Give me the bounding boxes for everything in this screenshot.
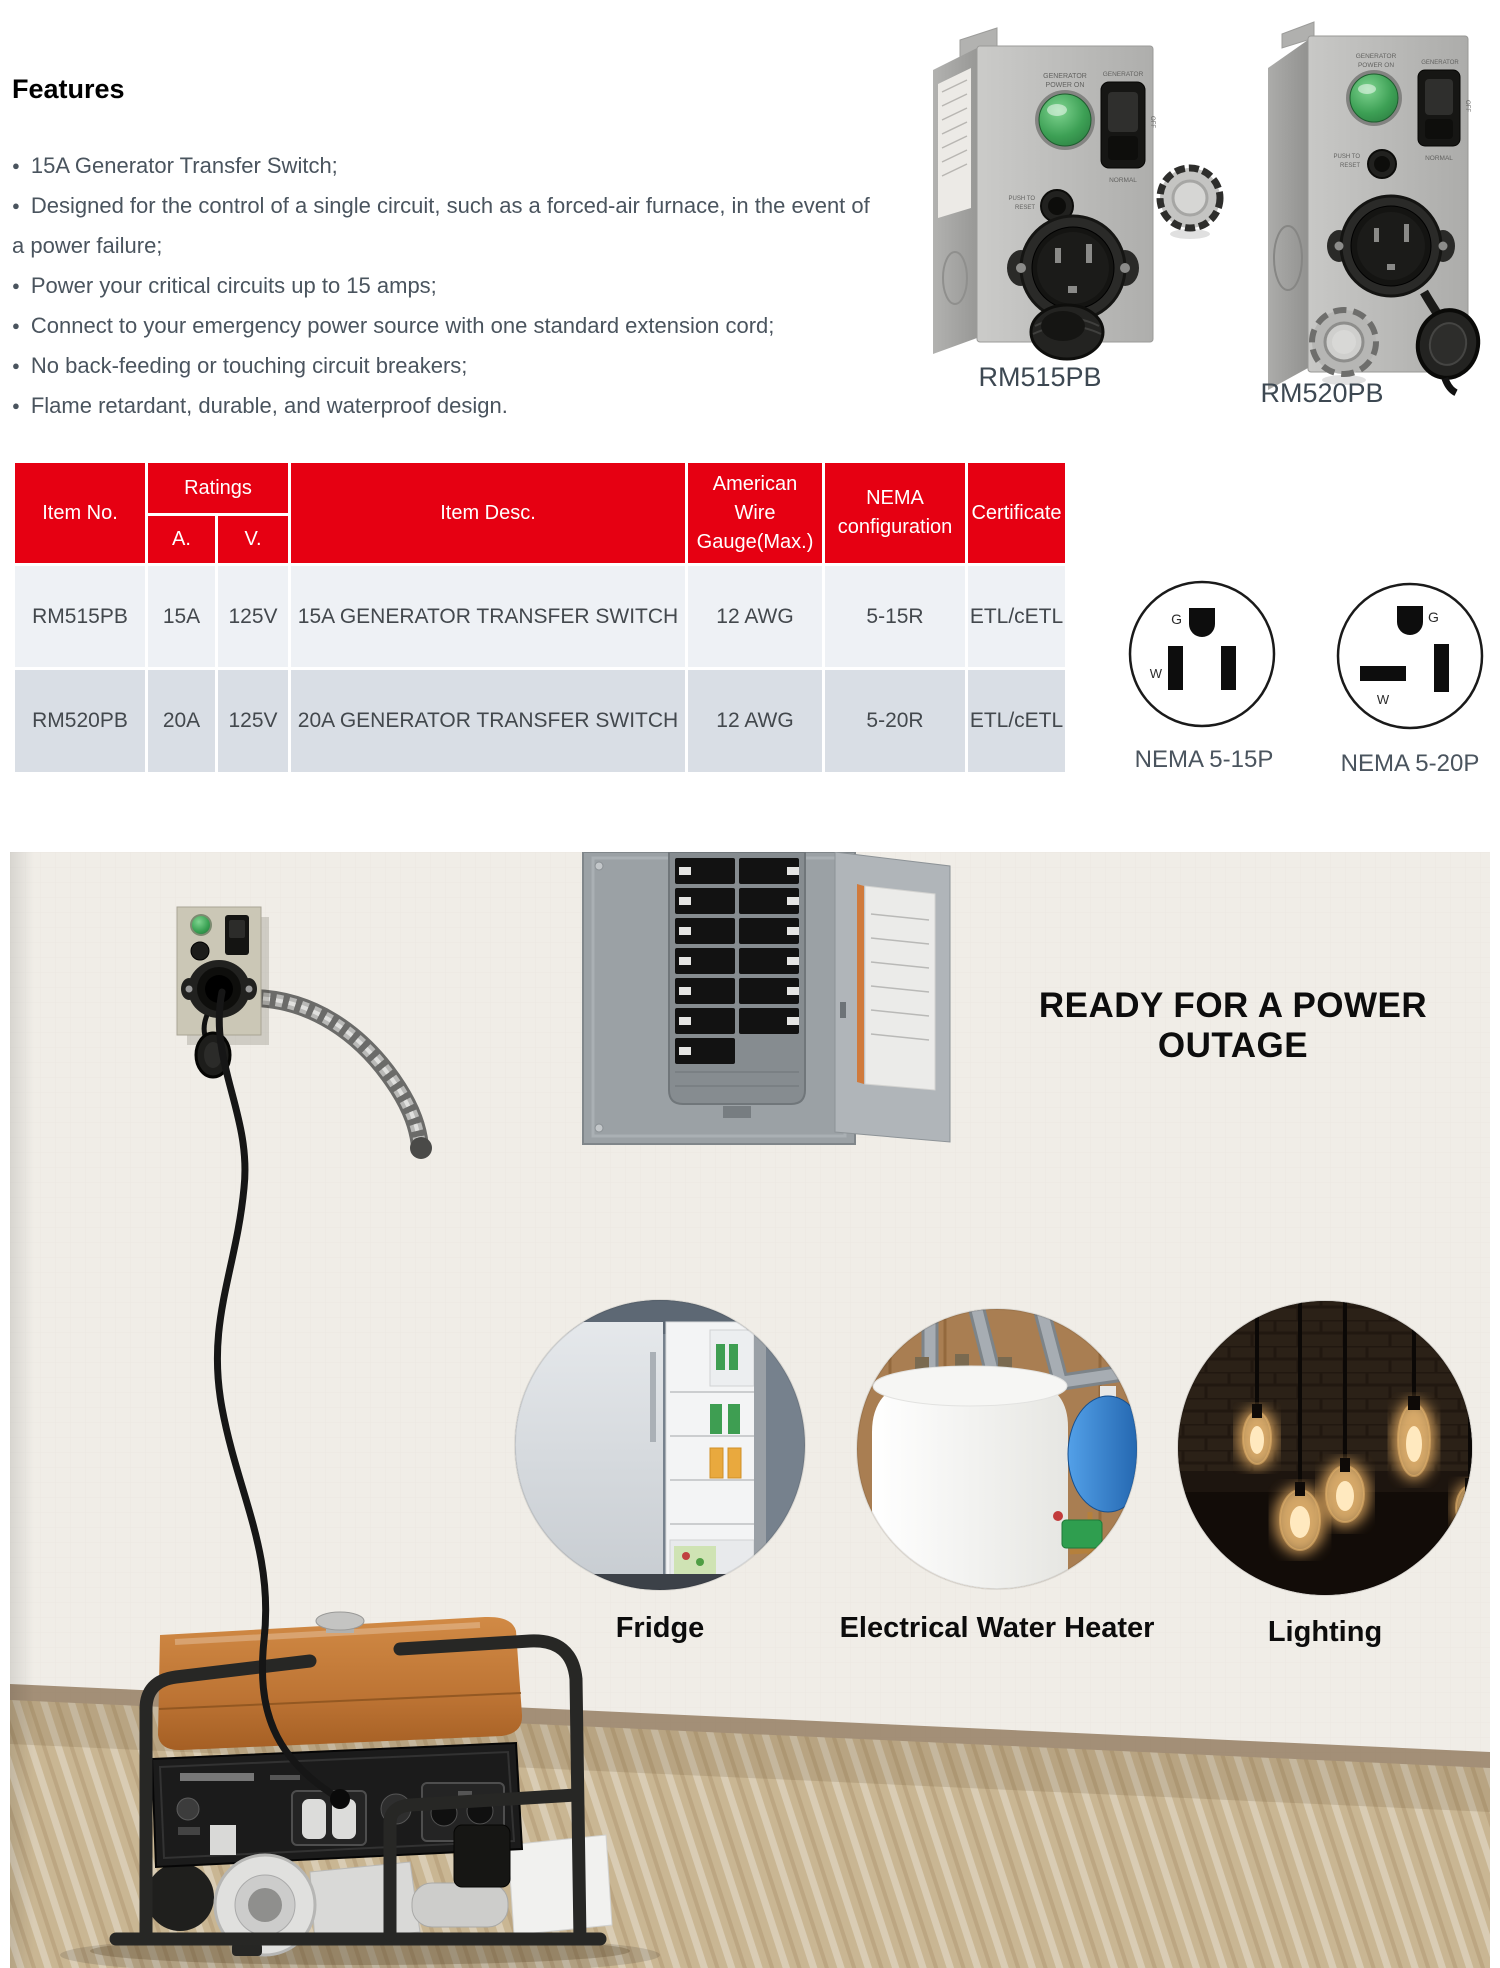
neutral-blade: [1168, 646, 1183, 690]
table-cell: 15A: [148, 566, 215, 667]
plate-text: OFF: [1464, 100, 1470, 112]
feature-item: ● Connect to your emergency power source with one standard extension cord;: [12, 306, 872, 346]
col-header-ratings: Ratings: [148, 463, 288, 513]
fuel-tank: [158, 1612, 522, 1750]
ground-pin: [1189, 608, 1215, 637]
plate-text: GENERATOR: [1043, 73, 1087, 80]
features-title: Features: [12, 74, 125, 104]
col-header-certificate: Certificate: [968, 463, 1065, 563]
plate-text: GENERATOR: [1421, 60, 1459, 66]
cord-plug: [330, 1789, 350, 1809]
panel-door: [835, 852, 950, 1142]
green-indicator-light: [1346, 70, 1402, 126]
neutral-blade-label: W: [1376, 692, 1390, 707]
table-cell: 15A GENERATOR TRANSFER SWITCH: [291, 566, 685, 667]
hot-blade: [1434, 644, 1449, 692]
sealing-cap: [1160, 168, 1220, 239]
green-indicator-light: [1035, 90, 1095, 150]
col-header-item-no: Item No.: [15, 463, 145, 563]
plate-text: GENERATOR: [1102, 71, 1144, 78]
spec-sticker: [938, 68, 971, 218]
table-cell: 125V: [218, 670, 288, 772]
table-cell: 12 AWG: [688, 670, 822, 772]
green-indicator-light: [192, 916, 210, 934]
table-cell: 20A GENERATOR TRANSFER SWITCH: [291, 670, 685, 772]
ground-pin: [1397, 606, 1423, 635]
plate-text: OFF: [1149, 116, 1155, 128]
col-header-volts: V.: [218, 516, 288, 563]
table-cell: 12 AWG: [688, 566, 822, 667]
table-cell: RM520PB: [15, 670, 145, 772]
feature-item: ● Flame retardant, durable, and waterproof design.: [12, 386, 872, 426]
plate-text: PUSH TO: [1008, 196, 1035, 202]
neutral-blade: [1360, 666, 1406, 681]
lighting-label: Lighting: [1267, 1616, 1383, 1648]
plate-text: POWER ON: [1357, 62, 1395, 69]
table-cell: 20A: [148, 670, 215, 772]
plate-text: PUSH TO: [1333, 154, 1360, 160]
pump: [1062, 1520, 1102, 1548]
feature-item: ● 15A Generator Transfer Switch;: [12, 146, 872, 186]
reset-button: [1368, 150, 1396, 178]
neutral-blade-label: W: [1149, 666, 1162, 681]
ground-pin-label: G: [1428, 609, 1439, 625]
col-header-item-desc: Item Desc.: [291, 463, 685, 563]
feature-item: ● No back-feeding or touching circuit breakers;: [12, 346, 872, 386]
plate-text: RESET: [1339, 163, 1360, 169]
product-label-rm520pb: RM520PB: [1260, 378, 1384, 408]
nema-5-20p-label: NEMA 5-20P: [1340, 750, 1480, 777]
fridge-label: Fridge: [615, 1612, 705, 1644]
scene-headline: READY FOR A POWER OUTAGE: [1038, 986, 1428, 1065]
table-cell: ETL/cETL: [968, 670, 1065, 772]
table-cell: ETL/cETL: [968, 566, 1065, 667]
locking-ring: [1312, 310, 1376, 385]
table-cell: RM515PB: [15, 566, 145, 667]
col-header-amps: A.: [148, 516, 215, 563]
feature-item: ● Designed for the control of a single circuit, such as a forced-air furnace, in the event of a power failure;: [12, 186, 872, 266]
hot-blade: [1221, 646, 1236, 690]
nema-5-15p-diagram: [1122, 578, 1282, 734]
plate-text: NORMAL: [1425, 155, 1453, 162]
ground-pin-label: G: [1171, 611, 1182, 627]
product-photo-rm515pb: [905, 20, 1225, 365]
product-label-rm515pb: RM515PB: [978, 362, 1102, 392]
plate-text: RESET: [1014, 205, 1035, 211]
nema-5-15p-label: NEMA 5-15P: [1134, 746, 1274, 773]
rocker-switch: [225, 915, 249, 955]
water-heater-label: Electrical Water Heater: [839, 1612, 1155, 1644]
feature-item: ● Power your critical circuits up to 15 amps;: [12, 266, 872, 306]
features-list: [12, 146, 872, 426]
table-cell: 5-15R: [825, 566, 965, 667]
table-cell: 125V: [218, 566, 288, 667]
plate-text: GENERATOR: [1355, 53, 1397, 60]
plate-text: NORMAL: [1109, 177, 1137, 184]
breaker-panel: [583, 852, 950, 1144]
threaded-cap: [1031, 305, 1103, 359]
spec-table: [15, 463, 1065, 772]
col-header-nema: NEMA configuration: [825, 463, 965, 563]
reset-button: [191, 942, 209, 960]
table-cell: 5-20R: [825, 670, 965, 772]
application-scene-photo: [10, 852, 1490, 1968]
nema-5-20p-diagram: [1330, 580, 1490, 736]
col-header-wire-gauge: American Wire Gauge(Max.): [688, 463, 822, 563]
product-photo-rm520pb: [1256, 6, 1496, 406]
plate-text: POWER ON: [1045, 82, 1085, 89]
